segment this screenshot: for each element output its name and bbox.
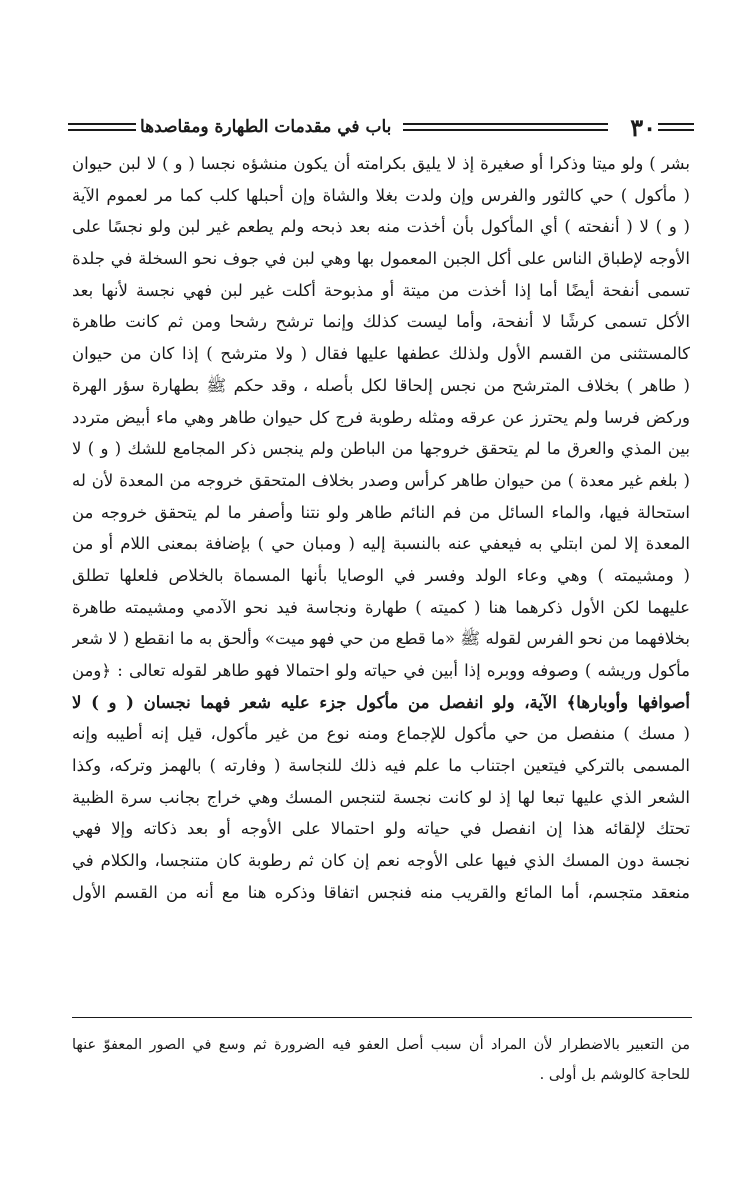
chapter-title: باب في مقدمات الطهارة ومقاصدها	[140, 117, 392, 137]
text-line: تحتك لإلقائه هذا إن انفصل في حياته ولو احتمالا على الأوجه أو بعد ذكاته وإلا فهي	[72, 819, 690, 839]
header-rule-end	[68, 123, 136, 131]
text-line: منعقد متجسم، أما المائع والقريب منه فنجس اتفاقا وذكره هنا مع أنه من القسم الأول	[72, 882, 690, 902]
footnote-line: من التعبير بالاضطرار لأن المراد أن سبب أصل العفو فيه الضرورة ثم وسع في الصور المعفوّ عنها	[72, 1037, 690, 1053]
text-line: أصوافها وأوبارها﴾ الآية، ولو انفصل من مأكول جزء عليه شعر فهما نجسان ( و ) لا	[72, 692, 690, 712]
footnote-divider	[72, 1017, 692, 1018]
text-line: الشعر الذي عليها تبعا لها إذ لو كانت نجسة لتنجس المسك وهي خراج بجانب سرة الظبية	[72, 787, 690, 807]
text-line: ( ومشيمته ) وهي وعاء الولد وفسر في الوصايا بأنها المسماة بالخلاص فلعلها تطلق	[72, 565, 690, 585]
text-line: المسمى بالتركي فيتعين اجتناب ما علم فيه ذلك للنجاسة ( وفارته ) بالهمز وتركه، وكذا	[72, 756, 690, 776]
text-line: كالمستثنى من القسم الأول ولذلك عطفها عليها فقال ( ولا مترشح ) إذا كان من حيوان	[72, 344, 690, 364]
page-number: ٣٠	[630, 112, 656, 142]
text-line: نجسة دون المسك الذي فيها على الأوجه نعم إن كان ثم رطوبة كان متنجسا، والكلام في	[72, 851, 690, 871]
page-header	[68, 112, 694, 142]
text-line: بخلافهما من نحو الفرس لقوله ﷺ «ما قطع من حي فهو ميت» وألحق به ما انقطع ( لا شعر	[72, 629, 690, 649]
text-line: ( طاهر ) بخلاف المترشح من نجس إلحاقا لكل بأصله ، وقد حكم ﷺ بطهارة سؤر الهرة	[72, 375, 690, 395]
text-line: بين المذي والعرق ما لم يتحقق خروجها من الباطن ولم ينجس ذكر المجامع للشك ( و ) لا	[72, 439, 690, 459]
text-line: المعدة إلا لمن ابتلي به فيعفي عنه بالنسبة إليه ( ومبان حي ) بإضافة بمعنى اللام أو من	[72, 534, 690, 554]
main-text	[72, 148, 690, 909]
text-line: ( و ) لا ( أنفحته ) أي المأكول بأن أخذت منه بعد ذبحه ولم يطعم غير لبن ولو نجسًا على	[72, 217, 690, 237]
text-line: ( بلغم غير معدة ) من حيوان طاهر كرأس وصدر بخلاف المتحقق خروجه من المعدة لأن له	[72, 470, 690, 490]
footnote	[72, 1030, 690, 1090]
footnote-line: للحاجة كالوشم بل أولى .	[539, 1067, 690, 1083]
header-rule-middle	[403, 123, 608, 131]
text-line: مأكول وريشه ) وصوفه ووبره إذا أبين في حياته ولو احتمالا فهو طاهر لقوله تعالى : ﴿ومن	[72, 661, 690, 680]
text-line: عليهما لكن الأول ذكرهما هنا ( كميته ) طهارة ونجاسة فيد نحو الآدمي ومشيمته طاهرة	[72, 597, 690, 617]
text-line: بشر ) ولو ميتا وذكرا أو صغيرة إذ لا يليق بكرامته أن يكون منشؤه نجسا ( و ) لا لبن حيوان	[72, 154, 690, 173]
text-line: ( مأكول ) حي كالثور والفرس وإن ولدت بغلا والشاة وإن أحبلها كلب كما مر لعموم الآية	[72, 185, 690, 205]
text-line: وركض فرسا ولم يحترز عن عرقه ومثله رطوبة فرج كل حيوان طاهر وهي ماء أبيض متردد	[72, 407, 690, 427]
text-line: الأكل تسمى كرشًا لا أنفحة، وأما ليست كذلك وإنما ترشح رشحا ومن ثم كانت طاهرة	[72, 312, 690, 332]
text-line: ( مسك ) منفصل من حي مأكول للإجماع ومنه نوع من غير مأكول، قيل إنه أطيبه وإنه	[72, 724, 690, 744]
text-line: تسمى أنفحة أيضًا أما إذا أخذت من ميتة أو مذبوحة أكلت غير لبن فهي نجسة لأنها بعد	[72, 280, 690, 300]
header-rule-short	[658, 123, 694, 131]
text-line: الأوجه لإطباق الناس على أكل الجبن المعمول بها وهي لبن في جوف نحو السخلة في جلدة	[72, 249, 690, 269]
text-line: استحالة فيها، والماء السائل من فم النائم طاهر ولو نتنا وأصفر ما لم يتحقق خروجه من	[72, 502, 690, 522]
